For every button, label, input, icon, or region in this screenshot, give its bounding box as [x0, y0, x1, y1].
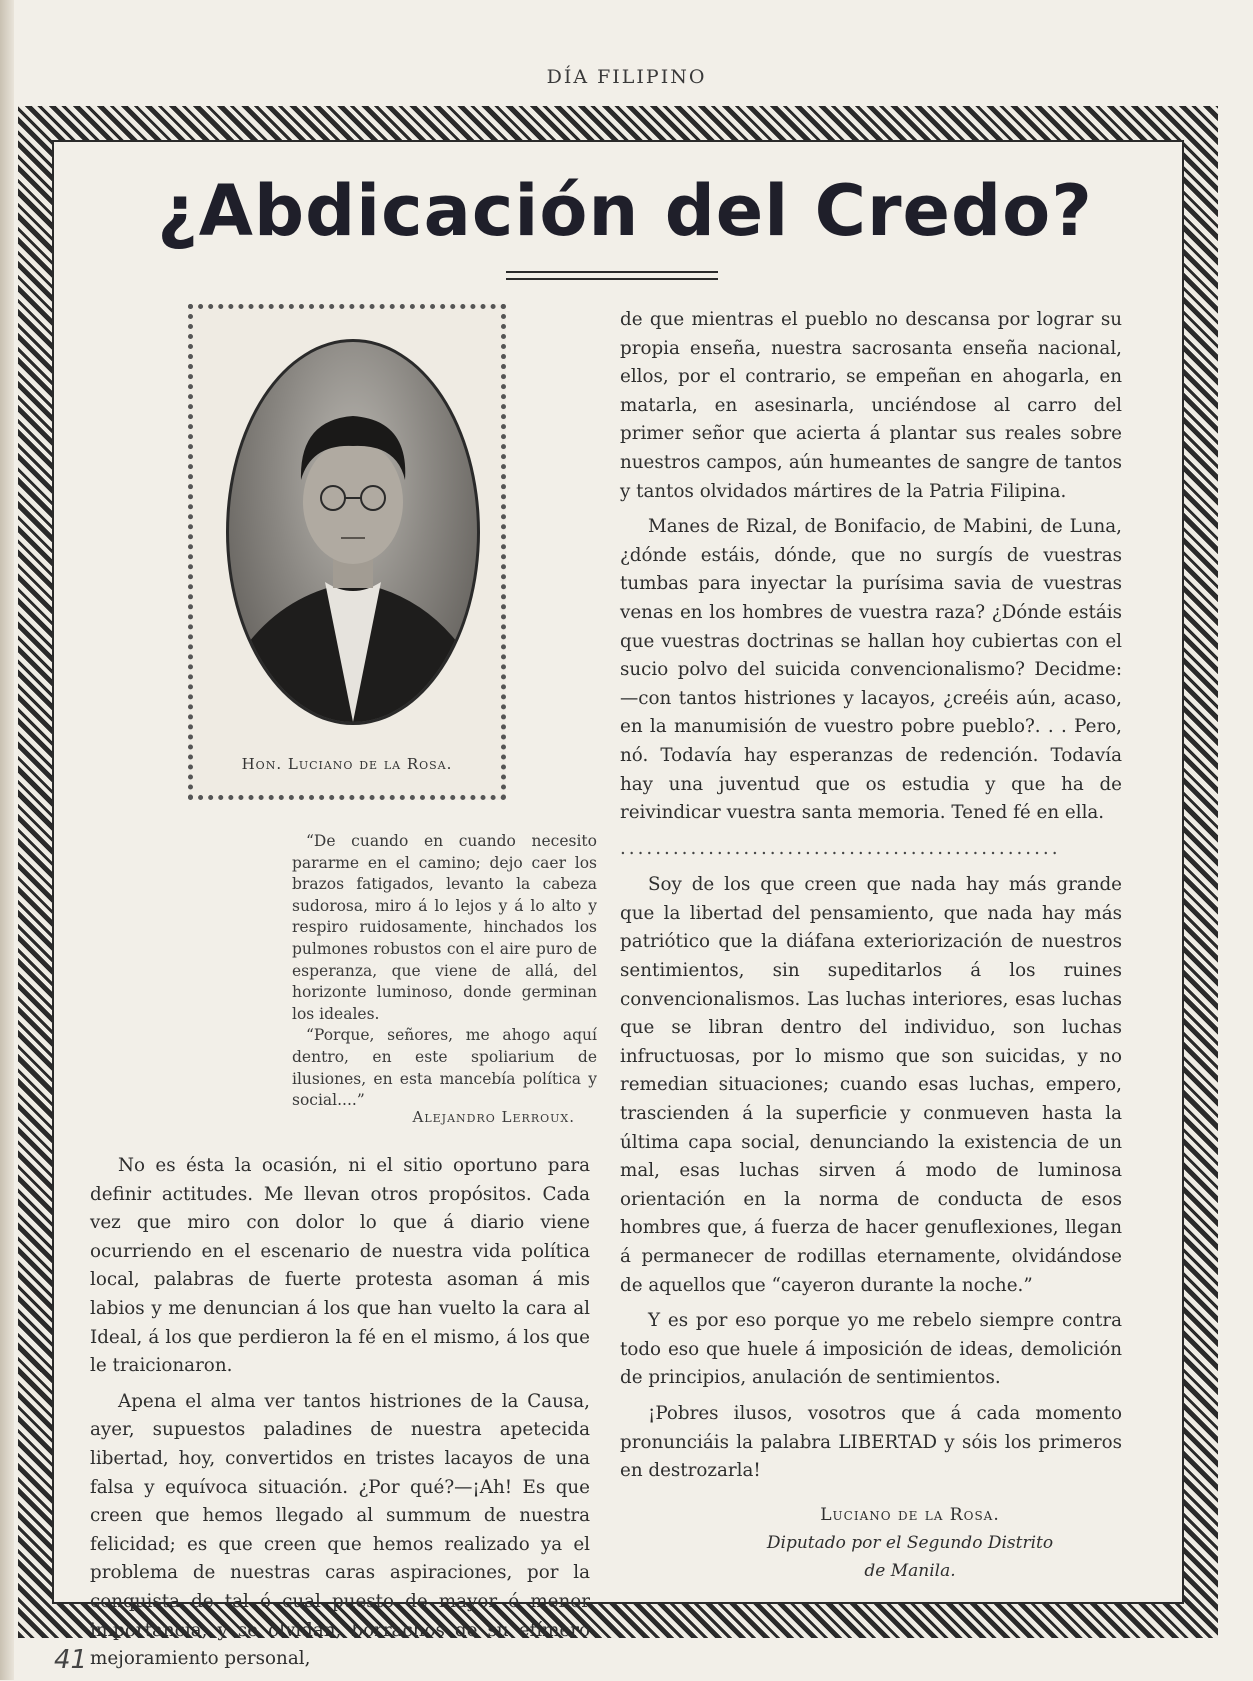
- body-paragraph: Apena el alma ver tantos histriones de la Causa, ayer, supuestos paladines de nuestra apetecida libertad, hoy, convertidos en tristes lacayos de una falsa y equívoca situación. ¿Por qué?—¡Ah! Es que creen que hemos llegado al summum de nuestra felicidad; es que creen que hemos realizado ya el problema de nuestras caras aspiraciones, por la conquista de tal ó cual puesto de mayor ó menor importancia, y se olvidan, borrachos de su efímero mejoramiento personal,: [90, 1390, 590, 1670]
- body-paragraph: ¡Pobres ilusos, vosotros que á cada momento pronunciáis la palabra LIBERTAD y sóis los primeros en destrozarla!: [620, 1402, 1122, 1482]
- body-paragraph: de que mientras el pueblo no descansa por lograr su propia enseña, nuestra sacrosanta enseña nacional, ellos, por el contrario, se empeñan en ahogarla, en matarla, en asesinarla, unciéndose al carro del primer señor que acierta á plantar sus reales sobre nuestros campos, aún humeantes de sangre de tantos y tantos olvidados mártires de la Patria Filipina.: [620, 309, 1122, 502]
- section-separator: ..................................................: [620, 837, 1061, 859]
- portrait-frame: [188, 304, 506, 800]
- title-rule: [506, 271, 718, 280]
- right-column: [620, 306, 1122, 1493]
- signature-office: Diputado por el Segundo Distrito: [766, 1533, 1054, 1553]
- body-paragraph: No es ésta la ocasión, ni el sitio oportuno para definir actitudes. Me llevan otros propósitos. Cada vez que miro con dolor lo que á diario viene ocurriendo en el escenario de nuestra vida política local, palabras de fuerte protesta asoman á mis labios y me denuncian á los que han vuelto la cara al Ideal, á los que perdieron la fé en el mismo, á los que le traicionaron.: [90, 1155, 590, 1377]
- left-column: [90, 1152, 590, 1681]
- author-signature: [740, 1501, 1080, 1585]
- body-paragraph: Manes de Rizal, de Bonifacio, de Mabini, de Luna, ¿dónde estáis, dónde, que no surgís de vuestras tumbas para inyectar la purísima savia de vuestras venas en los hombres de vuestra raza? ¿Dónde estáis que vuestras doctrinas se hallan hoy cubiertas con el sucio polvo del suicida convencionalismo? Decidme:—con tantos histriones y lacayos, ¿creéis aún, acaso, en la manumisión de vuestro pobre pueblo?. . . Pero, nó. Todavía hay esperanzas de redención. Todavía hay una juventud que os estudia y que ha de reivindicar vuestra santa memoria. Tened fé en ella.: [620, 516, 1122, 824]
- page-number: 41: [54, 1645, 88, 1675]
- portrait-figure: [229, 342, 477, 722]
- running-head: DÍA FILIPINO: [546, 66, 707, 88]
- signature-name: Luciano de la Rosa.: [820, 1505, 1000, 1525]
- epigraph-paragraph: “Porque, señores, me ahogo aquí dentro, en este spoliarium de ilusiones, en esta mancebía política y social....”: [292, 1026, 597, 1110]
- epigraph-paragraph: “De cuando en cuando necesito pararme en el camino; dejo caer los brazos fatigados, levanto la cabeza sudorosa, miro á lo lejos y á lo alto y respiro ruidosamente, hinchados los pulmones robustos con el aire puro de esperanza, que viene de allá, del horizonte luminoso, donde germinan los ideales.: [292, 832, 597, 1023]
- portrait-caption: Hon. Luciano de la Rosa.: [241, 755, 453, 773]
- page-binding-edge: [0, 0, 14, 1680]
- body-paragraph: Y es por eso porque yo me rebelo siempre contra todo eso que huele á imposición de ideas, demolición de principios, anulación de sentimientos.: [620, 1310, 1122, 1389]
- signature-office-district: de Manila.: [864, 1561, 956, 1581]
- body-paragraph: Soy de los que creen que nada hay más grande que la libertad del pensamiento, que nada hay más patriótico que la diáfana exteriorización de nuestros sentimientos, sin supeditarlos á los ruines convencionalismos. Las luchas interiores, esas luchas que se libran dentro del individuo, son luchas infructuosas, por lo mismo que son suicidas, y no remedian situaciones; cuando esas luchas, empero, trascienden á la superficie y conmueven hasta la última capa social, denunciando la existencia de un mal, esas luchas sirven á modo de luminosa orientación en la norma de conducta de esos hombres que, á fuerza de hacer genuflexiones, llegan á permanecer de rodillas eternamente, olvidándose de aquellos que “cayeron durante la noche.”: [620, 874, 1122, 1296]
- article-title: ¿Abdicación del Credo?: [157, 170, 1093, 252]
- epigraph: [292, 831, 597, 1112]
- portrait-photo: [226, 339, 480, 725]
- epigraph-author: Alejandro Lerroux.: [412, 1108, 575, 1126]
